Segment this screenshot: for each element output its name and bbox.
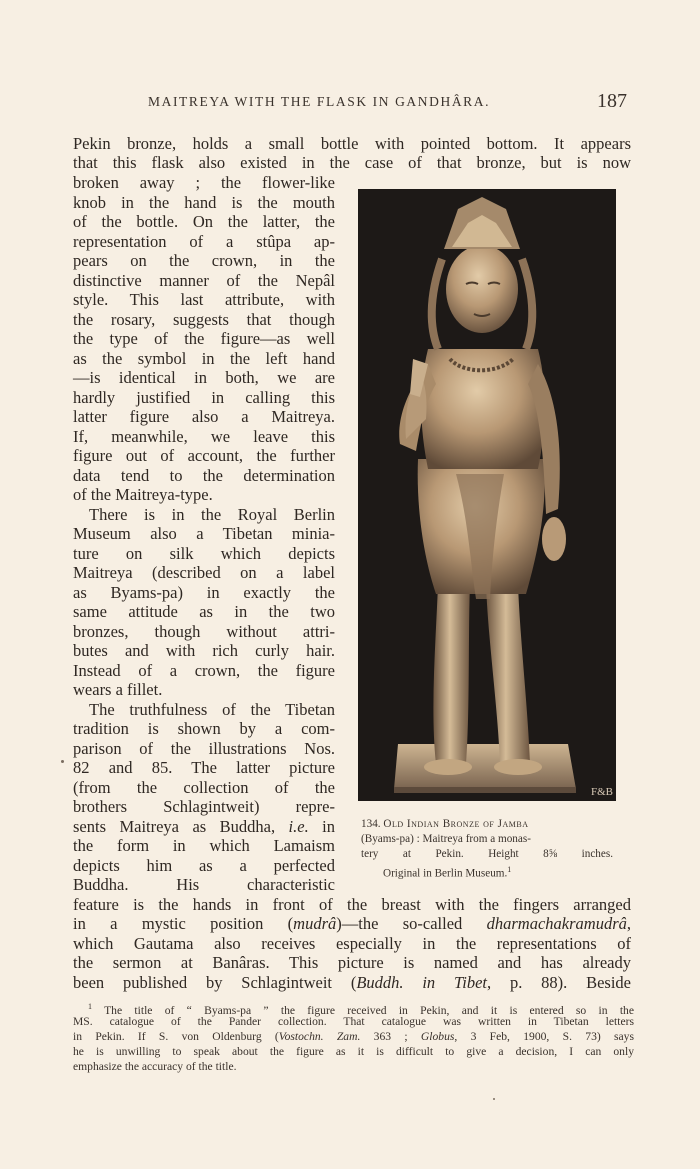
text-line: depicts him as a perfected [73,856,335,875]
text-line: tradition is shown by a com- [73,719,335,738]
text-line: the rosary, suggests that though [73,310,335,329]
text-line: that this flask also existed in the case of that bronze, but is now [73,153,631,172]
text-line: of the Maitreya-type. [73,485,213,504]
plate-monogram: F&B [591,786,614,798]
text-line: wears a fillet. [73,680,163,699]
text-line: pears on the crown, in the [73,251,335,270]
page-number: 187 [597,90,627,112]
text-line: (from the collection of the [73,778,335,797]
bronze-statue-illustration [358,189,616,801]
text-line: style. This last attribute, with [73,290,335,309]
text-line: as the symbol in the left hand [73,349,335,368]
text-line: knob in the hand is the mouth [73,193,335,212]
text-line: the type of the figure—as well [73,329,335,348]
text-line: Buddha. His characteristic [73,875,335,894]
text-line: brothers Schlagintweit) repre- [73,797,335,816]
figure-caption-line: Original in Berlin Museum.$^1$ [383,865,512,880]
running-head: MAITREYA WITH THE FLASK IN GANDHÂRA. [148,94,491,109]
text-line: Maitreya (described on a label [73,563,335,582]
text-line: of the bottle. On the latter, the [73,212,335,231]
text-line: Instead of a crown, the figure [73,661,335,680]
text-line: data tend to the determination [73,466,335,485]
text-line: distinctive manner of the Nepâl [73,271,335,290]
text-line: the sermon at Banâras. This picture is named and has already [73,953,631,972]
text-line: as Byams-pa) in exactly the [73,583,335,602]
text-line: —is identical in both, we are [73,368,335,387]
text-line: in a mystic position (mudrâ)—the so-called dharmachakramudrâ, [73,914,631,933]
print-speck [61,760,64,763]
text-line: Pekin bronze, holds a small bottle with pointed bottom. It appears [73,134,631,153]
text-line: butes and with rich curly hair. [73,641,335,660]
footnote-line: emphasize the accuracy of the title. [73,1060,237,1073]
figure-caption-line: tery at Pekin. Height 8⅝ inches. [361,848,613,860]
text-line: There is in the Royal Berlin [89,505,335,524]
text-line: The truthfulness of the Tibetan [89,700,335,719]
text-line: Museum also a Tibetan minia- [73,524,335,543]
footnote-line: in Pekin. If S. von Oldenburg (Vostochn. Zam. 363 ; Globus, 3 Feb, 1900, S. 73) says [73,1030,634,1043]
text-line: hardly justified in calling this [73,388,335,407]
text-line: been published by Schlagintweit (Buddh. in Tibet, p. 88). Beside [73,973,632,992]
text-line: bronzes, though without attri- [73,622,335,641]
text-line: which Gautama also receives especially in the representations of [73,934,631,953]
figure-plate [358,189,616,801]
footnote-line: MS. catalogue of the Pander collection. That catalogue was written in Tibetan letters [73,1015,634,1028]
text-line: feature is the hands in front of the breast with the fingers arranged [73,895,631,914]
footnote-line: $^1$ The title of “ Byams-pa ” the figure received in Pekin, and it is entered so in the [88,1002,634,1017]
text-line: latter figure also a Maitreya. [73,407,335,426]
text-line: broken away ; the flower-like [73,173,335,192]
text-line: the form in which Lamaism [73,836,335,855]
footnote-line: he is unwilling to speak about the figure as it is difficult to give a decision, I can only [73,1045,634,1058]
figure-caption-line: (Byams-pa) : Maitreya from a monas- [361,833,531,845]
figure-caption-line: 134. Old Indian Bronze of Jamba [361,818,529,830]
text-line: same attitude as in the two [73,602,335,621]
text-line: 82 and 85. The latter picture [73,758,335,777]
print-speck [493,1098,495,1100]
text-line: representation of a stûpa ap- [73,232,335,251]
text-line: figure out of account, the further [73,446,335,465]
text-line: parison of the illustrations Nos. [73,739,335,758]
text-line: sents Maitreya as Buddha, i.e. in [73,817,335,836]
text-line: ture on silk which depicts [73,544,335,563]
text-line: If, meanwhile, we leave this [73,427,335,446]
